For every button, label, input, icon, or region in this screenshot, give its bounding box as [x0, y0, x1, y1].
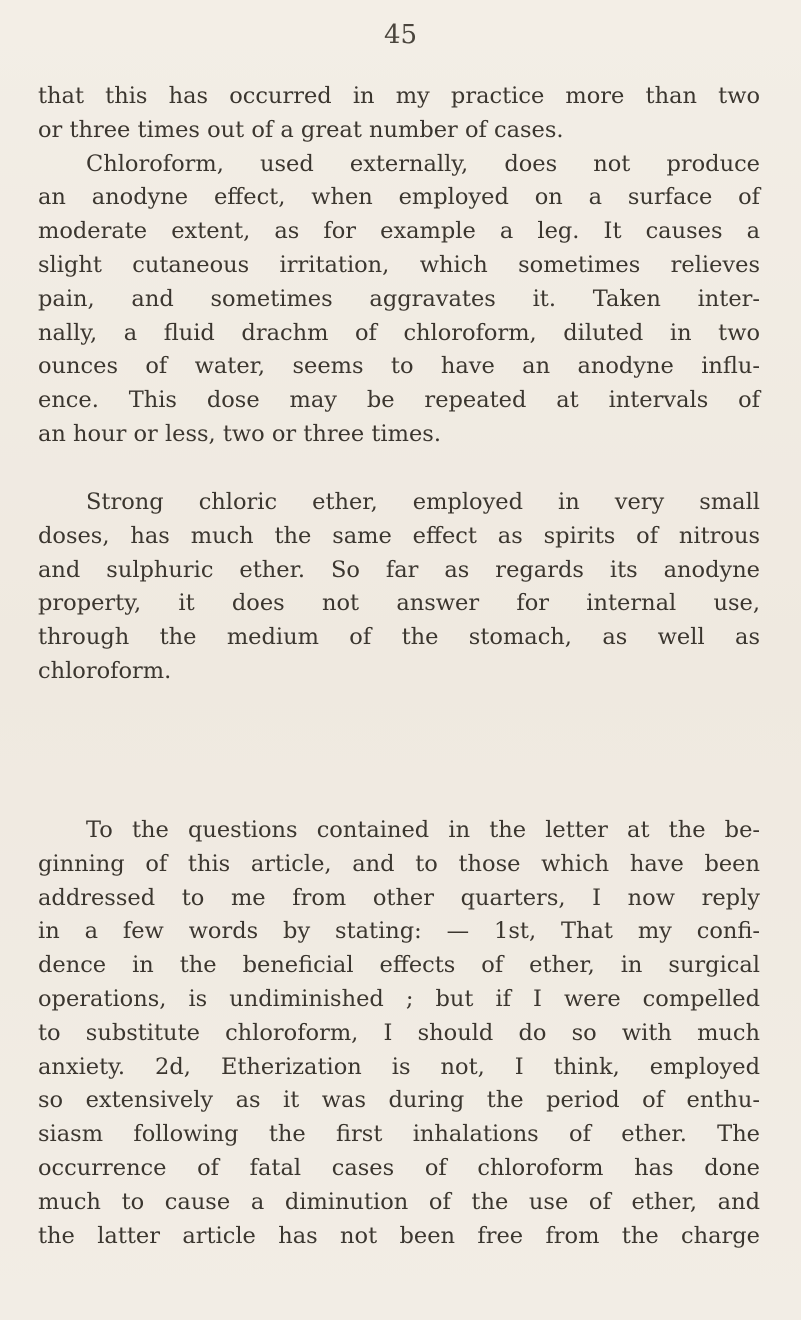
text-line: pain, and sometimes aggravates it. Taken inter- — [38, 285, 760, 312]
text-line: to substitute chloroform, I should do so with much — [38, 1019, 760, 1046]
text-line: that this has occurred in my practice more than two — [38, 83, 760, 109]
text-line: occurrence of fatal cases of chloroform has done — [38, 1154, 760, 1181]
text-line: ginning of this article, and to those which have been — [38, 850, 760, 877]
text-line: so extensively as it was during the period of enthu- — [38, 1087, 760, 1114]
page-number: 45 — [383, 20, 418, 50]
paragraph-chloric-ether — [38, 486, 760, 689]
text-line: doses, has much the same effect as spirits of nitrous — [38, 522, 760, 549]
text-line: or three times out of a great number of cases. — [38, 116, 564, 143]
text-line: ence. This dose may be repeated at intervals of — [38, 387, 760, 414]
text-line: and sulphuric ether. So far as regards its anodyne — [38, 556, 760, 583]
text-line: chloroform. — [38, 657, 172, 684]
text-line: slight cutaneous irritation, which sometimes relieves — [38, 251, 760, 278]
text-line: through the medium of the stomach, as well as — [38, 624, 760, 651]
text-line: addressed to me from other quarters, I now reply — [38, 884, 760, 911]
text-line: operations, is undiminished ; but if I were compelled — [38, 985, 760, 1012]
paragraph-chloroform-external — [38, 80, 760, 452]
paragraph-reply-to-questions — [38, 814, 760, 1253]
text-line: dence in the beneficial effects of ether, in surgical — [38, 952, 760, 979]
text-line: an anodyne effect, when employed on a surface of — [38, 184, 760, 211]
text-line: much to cause a diminution of the use of ether, and — [38, 1188, 760, 1215]
text-line: anxiety. 2d, Etherization is not, I think, employed — [38, 1053, 760, 1080]
text-line: an hour or less, two or three times. — [38, 420, 441, 447]
text-line: Strong chloric ether, employed in very small — [86, 489, 760, 515]
text-line: To the questions contained in the letter at the be- — [86, 817, 760, 843]
text-line: in a few words by stating: — 1st, That my confi- — [38, 918, 760, 945]
text-line: siasm following the first inhalations of ether. The — [38, 1121, 760, 1148]
text-line: property, it does not answer for internal use, — [38, 590, 760, 617]
text-line: the latter article has not been free from the charge — [38, 1222, 760, 1249]
text-line: moderate extent, as for example a leg. It causes a — [38, 218, 760, 245]
text-line: ounces of water, seems to have an anodyne influ- — [38, 353, 760, 380]
text-line: Chloroform, used externally, does not produce — [86, 150, 760, 177]
text-line: nally, a fluid drachm of chloroform, diluted in two — [38, 319, 760, 346]
